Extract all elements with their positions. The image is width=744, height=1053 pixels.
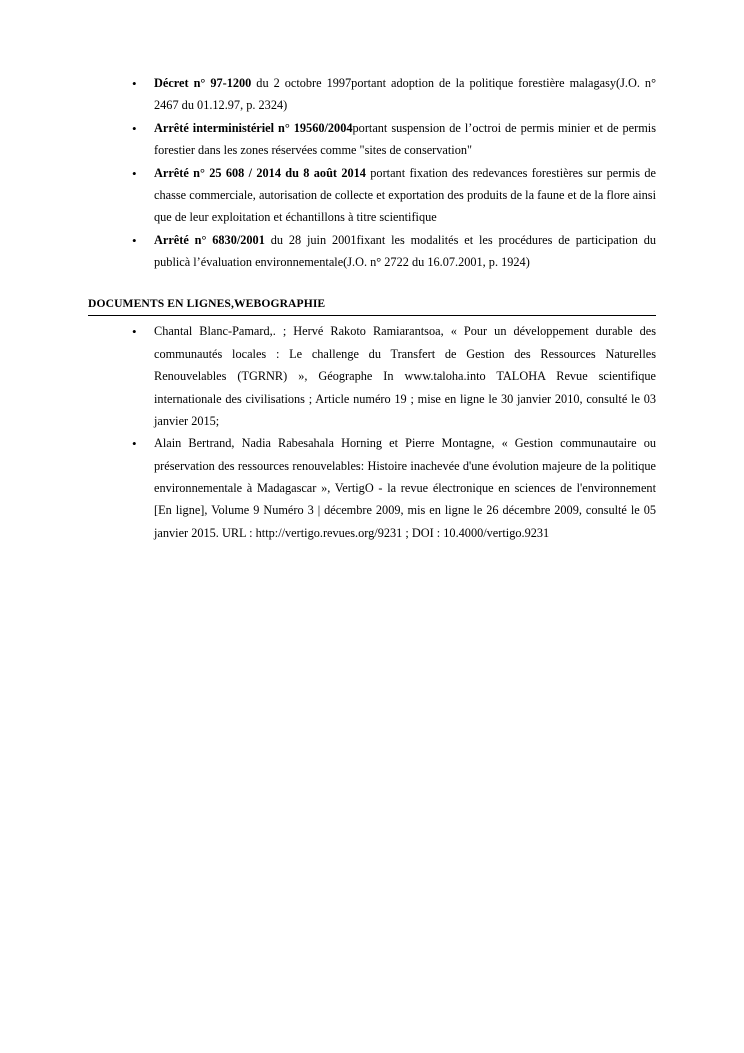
list-item [88,320,656,432]
section-heading: DOCUMENTS EN LIGNES,WEBOGRAPHIE [88,297,656,316]
list-item [88,72,656,117]
reference-detail: du 2 octobre 1997portant adoption de la politique forestière malagasy(J.O. n° 2467 du 01.12.97, p. 2324) [154,76,656,113]
reference-title: Arrêté interministériel n° 19560/2004 [154,120,353,135]
bullet-icon: • [132,232,137,248]
list-item-text [154,233,656,269]
list-item-text: Alain Bertrand, Nadia Rabesahala Horning et Pierre Montagne, « Gestion communautaire ou préservation des ressources renouvelables: Histoire inachevée d'une évolution majeure de la politique environnementale à Madagascar », VertigO - la revue électronique en sciences de l'environnement [En ligne], Volume 9 Numéro 3 | décembre 2009, mis en ligne le 26 décembre 2009, consulté le 05 janvier 2015. URL : http://vertigo.revues.org/9231 ; DOI : 10.4000/vertigo.9231 [154,436,656,540]
list-item [88,229,656,274]
reference-title: Arrêté n° 25 608 / 2014 du 8 août 2014 [154,165,366,180]
bullet-icon: • [132,76,137,91]
legal-references-list [88,72,656,273]
bullet-icon: • [132,324,137,340]
list-item-text: Chantal Blanc-Pamard,. ; Hervé Rakoto Ramiarantsoa, « Pour un développement durable des communautés locales : Le challenge du Transfert de Gestion des Ressources Naturelles Renouvelables (TGRNR) », Géographe In www.taloha.into TALOHA Revue scientifique internationale des civilisations ; Article numéro 19 ; mise en ligne le 30 janvier 2010, consulté le 03 janvier 2015; [154,324,656,428]
bullet-icon: • [132,436,137,452]
reference-detail: portant fixation des redevances forestières sur permis de chasse commerciale, autorisation de collecte et exportation des produits de la faune et de la flore ainsi que de leur exploitation et échantillons à titre scientifique [154,165,656,225]
bullet-icon: • [132,165,137,181]
list-item-text [154,121,656,157]
reference-title: Arrêté n° 6830/2001 [154,232,265,247]
bullet-icon: • [132,120,137,136]
reference-detail: du 28 juin 2001fixant les modalités et les procédures de participation du publicà l’évaluation environnementale(J.O. n° 2722 du 16.07.2001, p. 1924) [154,232,656,269]
reference-title: Décret n° 97-1200 [154,76,252,90]
list-item [88,117,656,162]
list-item-text [154,166,656,225]
list-item-text [154,76,656,112]
webography-list [88,320,656,544]
list-item [88,432,656,544]
reference-detail: portant suspension de l’octroi de permis minier et de permis forestier dans les zones réservées comme "sites de conservation" [154,120,656,158]
list-item [88,162,656,229]
